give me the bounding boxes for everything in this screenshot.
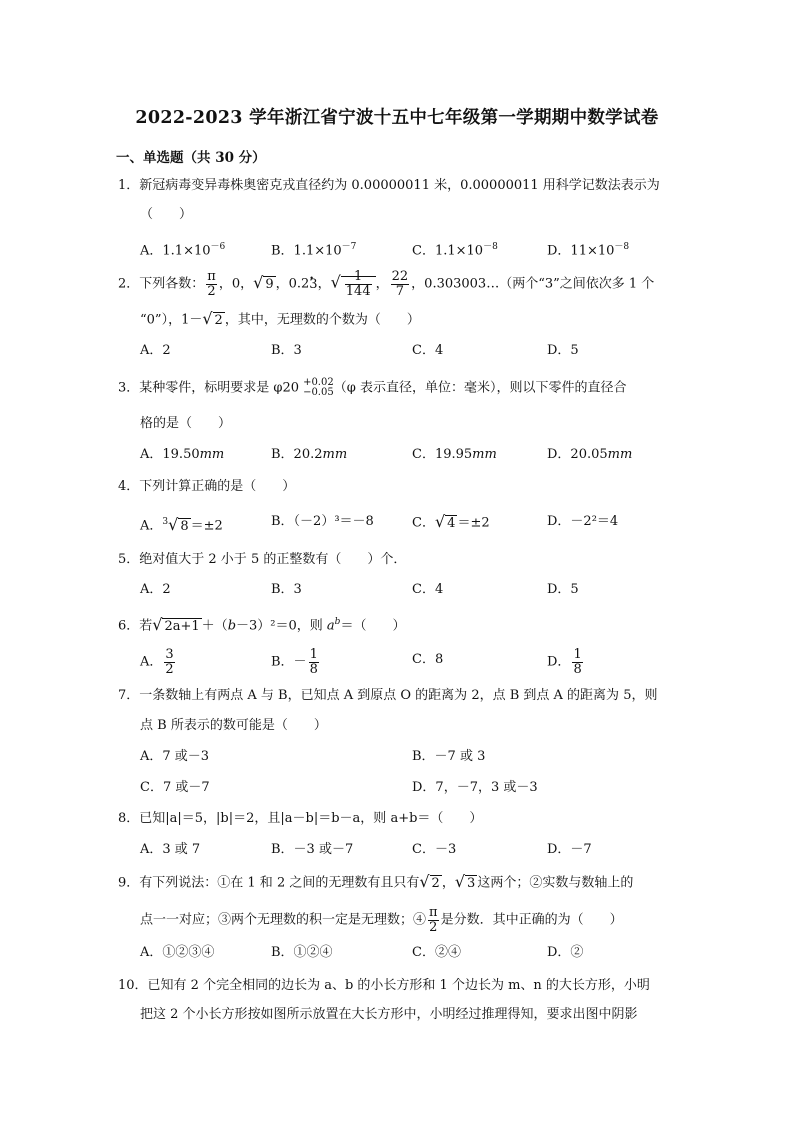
question-10-cont: 把这 2 个小长方形按如图所示放置在大长方形中，小明经过推理得知，要求出图中阴影 [140, 1007, 638, 1022]
q5-option-c[interactable]: C．4 [412, 582, 444, 597]
q7-option-a[interactable]: A．7 或－3 [140, 749, 210, 764]
q6-option-b[interactable]: B．－ $\frac{1}{8}$ [271, 647, 318, 677]
q7-option-d[interactable]: D．7，－7，3 或－3 [412, 780, 538, 795]
q2-option-c[interactable]: C．4 [412, 343, 444, 358]
q3-option-b[interactable]: B．20.2mm [271, 447, 348, 462]
q8-option-b[interactable]: B．－3 或－7 [271, 842, 354, 857]
q9-option-a[interactable]: A．①②③④ [140, 945, 215, 960]
q2-option-d[interactable]: D．5 [547, 343, 579, 358]
q7-option-c[interactable]: C．7 或－7 [140, 780, 210, 795]
q7-option-b[interactable]: B．－7 或 3 [412, 749, 486, 764]
q4-option-a[interactable]: A．$^3$√ 8 ＝±2 [140, 514, 223, 534]
q8-option-c[interactable]: C．－3 [412, 842, 457, 857]
q9-option-c[interactable]: C．②④ [412, 945, 461, 960]
q2-option-b[interactable]: B．3 [271, 343, 302, 358]
question-6: 6．若√ 2a+1 ＋（b－3）²＝0，则 $a^b=$（ ） [118, 614, 406, 634]
q6-option-c[interactable]: C．8 [412, 652, 444, 667]
q4-option-c[interactable]: C．√ 4 ＝±2 [412, 512, 490, 531]
q1-option-b[interactable]: B．$1.1\times 10^{-7}$ [271, 242, 357, 259]
q9-option-d[interactable]: D．② [547, 945, 584, 960]
q9-option-b[interactable]: B．①②④ [271, 945, 333, 960]
q5-option-d[interactable]: D．5 [547, 582, 579, 597]
q2-option-a[interactable]: A．2 [140, 343, 171, 358]
q8-option-a[interactable]: A．3 或 7 [140, 842, 201, 857]
question-1: 1．新冠病毒变异毒株奥密克戎直径约为 0.00000011 米，0.00000011 用科学记数法表示为 [118, 178, 660, 193]
question-9: 9．有下列说法：①在 1 和 2 之间的无理数有且只有√ 2 ，√ 3 这两个；②实数与数轴上的 [118, 872, 634, 891]
q5-option-a[interactable]: A．2 [140, 582, 171, 597]
q3-option-c[interactable]: C．19.95mm [412, 447, 497, 462]
question-9-cont: 点一一对应；③两个无理数的积一定是无理数；④ $\frac{\pi}{2}$ 是分数．其中正确的为（ ） [140, 905, 623, 935]
question-2-cont: “0”），1－√ 2 ，其中，无理数的个数为（ ） [140, 309, 420, 328]
q6-option-a[interactable]: A． $\frac{3}{2}$ [140, 647, 174, 677]
q3-option-a[interactable]: A．19.50mm [140, 447, 225, 462]
q3-option-d[interactable]: D．20.05mm [547, 447, 633, 462]
section-heading: 一、单选题（共 30 分） [116, 150, 266, 166]
q1-option-a[interactable]: A．$1.1\times 10^{-6}$ [140, 242, 226, 259]
page-title: 2022-2023 学年浙江省宁波十五中七年级第一学期期中数学试卷 [135, 108, 659, 128]
q6-option-d[interactable]: D． $\frac{1}{8}$ [547, 647, 582, 677]
question-5: 5．绝对值大于 2 小于 5 的正整数有（ ）个． [118, 552, 407, 567]
question-2: 2．下列各数： $\frac{\pi}{2}$ ，0，√ 9 ，0.2• 3，√ $\frac{1}{144}$ ， $\frac{22}{7}$ ，0.303003…（两个“3”之间依次多 1 个 [118, 270, 654, 298]
question-10: 10．已知有 2 个完全相同的边长为 a、b 的小长方形和 1 个边长为 m、n 的大长方形，小明 [118, 978, 650, 993]
q4-option-d[interactable]: D．－2²＝4 [547, 514, 619, 529]
question-7: 7．一条数轴上有两点 A 与 B，已知点 A 到原点 O 的距离为 2，点 B 到点 A 的距离为 5，则 [118, 688, 658, 703]
question-8: 8．已知|a|＝5，|b|＝2，且|a－b|＝b－a，则 a+b＝（ ） [118, 811, 483, 826]
q1-option-c[interactable]: C．$1.1\times 10^{-8}$ [412, 242, 498, 259]
question-3: 3．某种零件，标明要求是 φ20 +0.02 −0.05 （φ 表示直径，单位：毫米），则以下零件的直径合 [118, 377, 627, 398]
q4-option-b[interactable]: B．（－2）³＝－8 [271, 514, 374, 529]
q8-option-d[interactable]: D．－7 [547, 842, 592, 857]
question-1-cont: （ ） [140, 207, 193, 222]
question-4: 4．下列计算正确的是（ ） [118, 479, 296, 494]
q5-option-b[interactable]: B．3 [271, 582, 302, 597]
question-7-cont: 点 B 所表示的数可能是（ ） [140, 718, 327, 733]
q1-option-d[interactable]: D．$11\times 10^{-8}$ [547, 242, 630, 259]
question-3-cont: 格的是（ ） [140, 416, 232, 431]
